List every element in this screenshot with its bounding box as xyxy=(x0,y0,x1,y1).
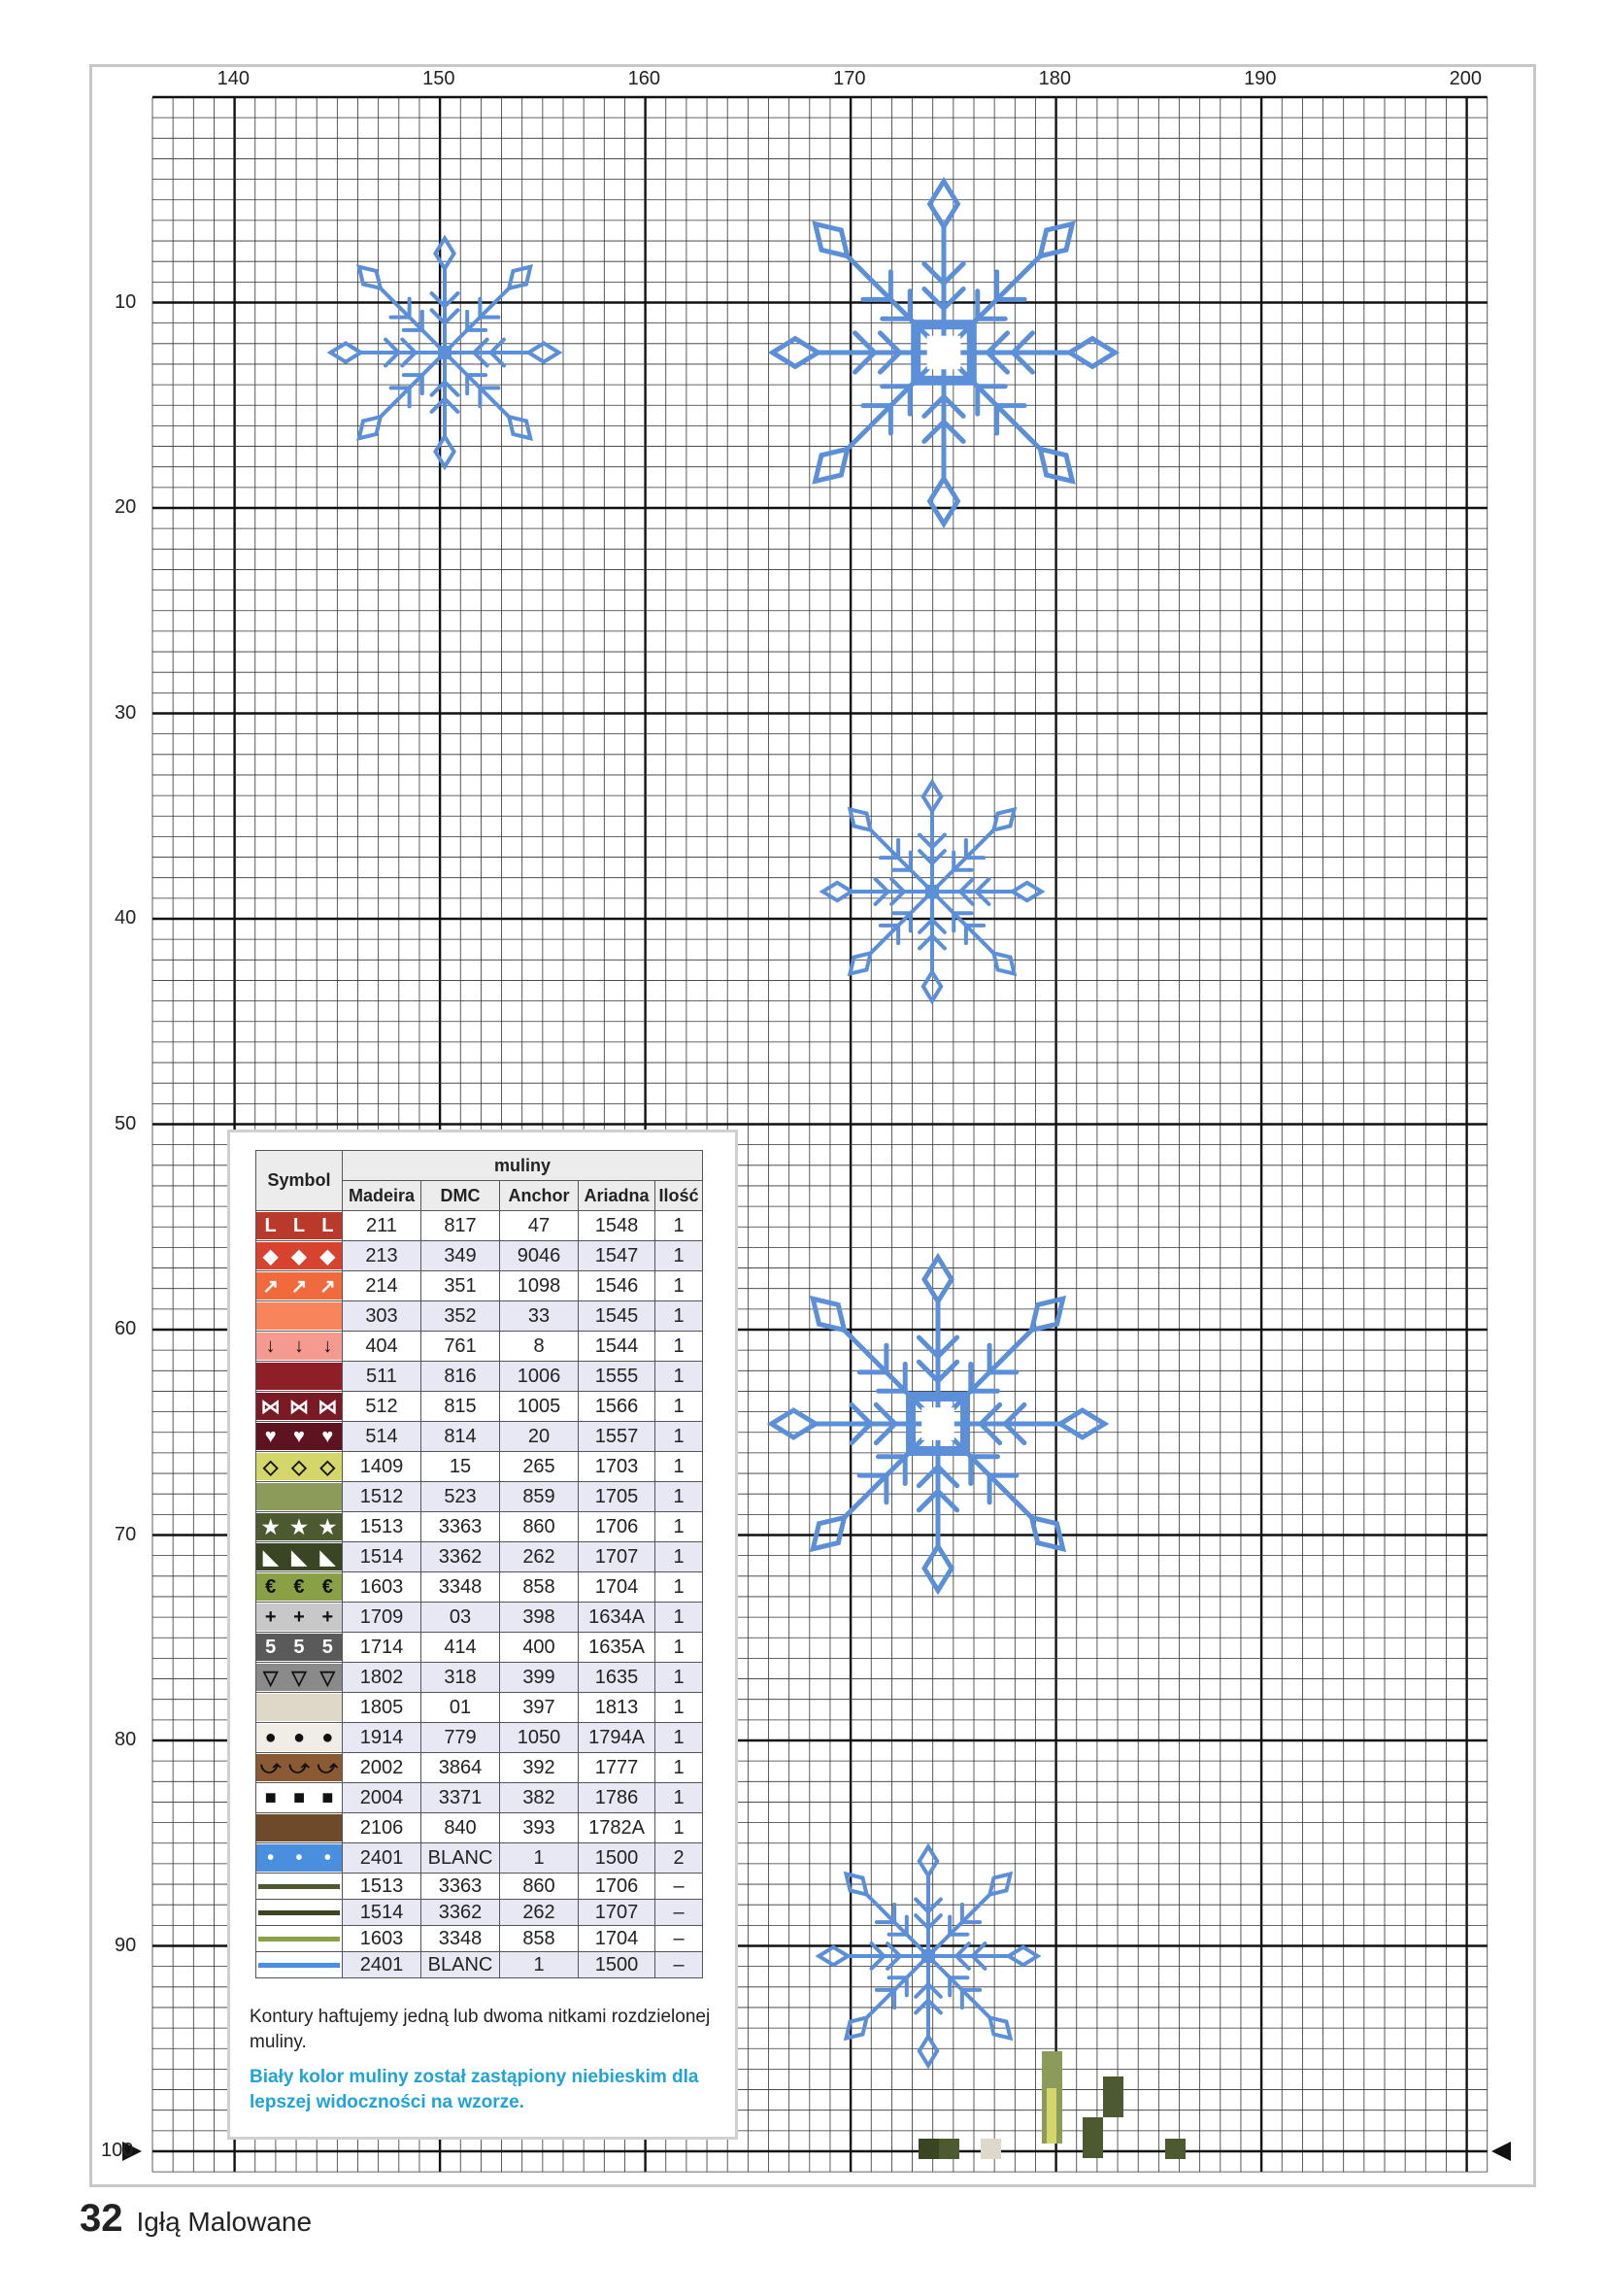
thread-code-cell: 1707 xyxy=(579,1542,655,1572)
thread-group-header: muliny xyxy=(343,1151,703,1181)
thread-code-cell: 1704 xyxy=(579,1926,655,1952)
backstitch-line-swatch xyxy=(256,1900,343,1926)
thread-code-cell: 1 xyxy=(655,1633,703,1663)
row-label: 100 xyxy=(101,2140,134,2161)
thread-code-cell: 1706 xyxy=(579,1512,655,1542)
thread-code-cell: 860 xyxy=(500,1874,579,1900)
thread-code-cell: 1703 xyxy=(579,1452,655,1482)
thread-code-cell: 1705 xyxy=(579,1482,655,1512)
thread-code-cell: 1 xyxy=(655,1482,703,1512)
thread-code-cell: 1 xyxy=(655,1452,703,1482)
row-label: 90 xyxy=(115,1934,137,1956)
thread-code-cell: BLANC xyxy=(421,1952,500,1978)
thread-code-cell: 1782A xyxy=(579,1813,655,1843)
thread-color-table xyxy=(255,1150,703,1978)
symbol-swatch: • • • xyxy=(256,1843,343,1874)
row-label: 40 xyxy=(115,907,137,929)
thread-code-cell: 3363 xyxy=(421,1874,500,1900)
thread-code-cell: 399 xyxy=(500,1663,579,1693)
symbol-swatch: ⋈ ⋈ ⋈ xyxy=(256,1392,343,1422)
thread-code-cell: 382 xyxy=(500,1783,579,1813)
thread-code-cell: 3362 xyxy=(421,1542,500,1572)
legend-line-row xyxy=(256,1926,703,1952)
thread-code-cell: 779 xyxy=(421,1723,500,1753)
column-header: DMC xyxy=(421,1181,500,1211)
backstitch-line-swatch xyxy=(256,1926,343,1952)
column-label: 140 xyxy=(217,68,250,89)
thread-code-cell: 1 xyxy=(655,1332,703,1362)
thread-code-cell: 1 xyxy=(655,1603,703,1633)
symbol-swatch: ⤻ ⤻ ⤻ xyxy=(256,1753,343,1783)
thread-code-cell: 1 xyxy=(655,1542,703,1572)
page-number: 32 xyxy=(80,2197,123,2240)
thread-code-cell: 1548 xyxy=(579,1211,655,1241)
thread-code-cell: 1709 xyxy=(343,1603,421,1633)
thread-code-cell: 860 xyxy=(500,1512,579,1542)
thread-code-cell: 20 xyxy=(500,1422,579,1452)
thread-code-cell: 858 xyxy=(500,1572,579,1603)
thread-code-cell: 1 xyxy=(500,1952,579,1978)
thread-code-cell: 1 xyxy=(655,1422,703,1452)
color-substitution-note: Biały kolor muliny został zastąpiony niebieskim dla lepszej widoczności na wzorze. xyxy=(250,2067,699,2112)
thread-code-cell: 15 xyxy=(421,1452,500,1482)
thread-code-cell: 1 xyxy=(655,1271,703,1301)
thread-code-cell: 318 xyxy=(421,1663,500,1693)
column-header: Ilość xyxy=(655,1181,703,1211)
thread-code-cell: 2401 xyxy=(343,1843,421,1874)
symbol-swatch: ■ ■ ■ xyxy=(256,1783,343,1813)
thread-code-cell: 1513 xyxy=(343,1512,421,1542)
thread-code-cell: 3348 xyxy=(421,1926,500,1952)
thread-code-cell: 1512 xyxy=(343,1482,421,1512)
thread-code-cell: 512 xyxy=(343,1392,421,1422)
snowflake-motif xyxy=(330,238,558,466)
symbol-swatch: ◆ ◆ ◆ xyxy=(256,1241,343,1271)
thread-code-cell: 511 xyxy=(343,1362,421,1392)
legend-row xyxy=(256,1422,703,1452)
legend-line-row xyxy=(256,1874,703,1900)
thread-code-cell: 404 xyxy=(343,1332,421,1362)
symbol-swatch: ♥ ♥ ♥ xyxy=(256,1422,343,1452)
thread-code-cell: 1500 xyxy=(579,1952,655,1978)
thread-code-cell: 1 xyxy=(655,1753,703,1783)
thread-code-cell: 1555 xyxy=(579,1362,655,1392)
thread-code-cell: – xyxy=(655,1900,703,1926)
row-label: 30 xyxy=(115,701,137,724)
legend-row xyxy=(256,1512,703,1542)
thread-code-cell: 1802 xyxy=(343,1663,421,1693)
legend-row xyxy=(256,1723,703,1753)
symbol-swatch: ● ● ● xyxy=(256,1723,343,1753)
legend-row xyxy=(256,1753,703,1783)
row-label: 10 xyxy=(115,290,137,313)
thread-code-cell: 397 xyxy=(500,1693,579,1723)
legend-line-row xyxy=(256,1900,703,1926)
stitch-cell xyxy=(939,2139,959,2159)
thread-code-cell: 1544 xyxy=(579,1332,655,1362)
column-label: 170 xyxy=(833,68,866,89)
snowflake-motif xyxy=(772,1258,1105,1591)
thread-code-cell: 265 xyxy=(500,1452,579,1482)
thread-code-cell: 1409 xyxy=(343,1452,421,1482)
legend-line-row xyxy=(256,1952,703,1978)
symbol-swatch xyxy=(256,1693,343,1723)
outline-stitch-note: Kontury haftujemy jedną lub dwoma nitkami rozdzielonej muliny. xyxy=(250,2007,711,2052)
thread-code-cell: 1634A xyxy=(579,1603,655,1633)
symbol-swatch: ↓ ↓ ↓ xyxy=(256,1332,343,1362)
thread-code-cell: 03 xyxy=(421,1603,500,1633)
legend-row xyxy=(256,1362,703,1392)
thread-code-cell: 47 xyxy=(500,1211,579,1241)
symbol-header: Symbol xyxy=(256,1151,343,1211)
thread-code-cell: 1 xyxy=(655,1813,703,1843)
symbol-swatch xyxy=(256,1482,343,1512)
page-footer xyxy=(80,2197,312,2241)
thread-code-cell: 2 xyxy=(655,1843,703,1874)
symbol-swatch: € € € xyxy=(256,1572,343,1603)
column-header: Ariadna xyxy=(579,1181,655,1211)
stitch-cell xyxy=(981,2139,1001,2159)
thread-code-cell: 858 xyxy=(500,1926,579,1952)
column-label: 180 xyxy=(1038,68,1071,89)
thread-code-cell: – xyxy=(655,1926,703,1952)
snowflake-motif xyxy=(822,782,1041,1000)
stitch-cell xyxy=(1083,2117,1103,2158)
thread-code-cell: 1514 xyxy=(343,1542,421,1572)
thread-code-cell: 761 xyxy=(421,1332,500,1362)
thread-code-cell: 1005 xyxy=(500,1392,579,1422)
thread-code-cell: 392 xyxy=(500,1753,579,1783)
legend-row xyxy=(256,1392,703,1422)
row-label: 20 xyxy=(115,496,137,518)
thread-code-cell: 1603 xyxy=(343,1926,421,1952)
backstitch-line-swatch xyxy=(256,1952,343,1978)
color-key-legend xyxy=(227,1130,738,2140)
row-label: 70 xyxy=(115,1523,137,1545)
column-header: Madeira xyxy=(343,1181,421,1211)
legend-row xyxy=(256,1783,703,1813)
thread-code-cell: 1098 xyxy=(500,1271,579,1301)
legend-row xyxy=(256,1241,703,1271)
thread-code-cell: 817 xyxy=(421,1211,500,1241)
symbol-swatch xyxy=(256,1301,343,1332)
thread-code-cell: 514 xyxy=(343,1422,421,1452)
thread-code-cell: 349 xyxy=(421,1241,500,1271)
magazine-name: Igłą Malowane xyxy=(136,2207,313,2237)
thread-code-cell: 1704 xyxy=(579,1572,655,1603)
thread-code-cell: 1 xyxy=(655,1301,703,1332)
thread-code-cell: 3362 xyxy=(421,1900,500,1926)
legend-row xyxy=(256,1572,703,1603)
snowflake-motif xyxy=(773,182,1116,524)
thread-code-cell: 1714 xyxy=(343,1633,421,1663)
thread-code-cell: 814 xyxy=(421,1422,500,1452)
legend-row xyxy=(256,1633,703,1663)
symbol-swatch: + + + xyxy=(256,1603,343,1633)
thread-code-cell: 816 xyxy=(421,1362,500,1392)
thread-code-cell: 1 xyxy=(655,1362,703,1392)
row-label: 60 xyxy=(115,1318,137,1339)
thread-code-cell: – xyxy=(655,1952,703,1978)
thread-code-cell: 1547 xyxy=(579,1241,655,1271)
symbol-swatch: 5 5 5 xyxy=(256,1633,343,1663)
thread-code-cell: 1 xyxy=(655,1392,703,1422)
thread-code-cell: 213 xyxy=(343,1241,421,1271)
legend-row xyxy=(256,1603,703,1633)
legend-row xyxy=(256,1482,703,1512)
thread-code-cell: 414 xyxy=(421,1633,500,1663)
legend-row xyxy=(256,1663,703,1693)
thread-code-cell: 815 xyxy=(421,1392,500,1422)
thread-code-cell: 01 xyxy=(421,1693,500,1723)
thread-code-cell: 352 xyxy=(421,1301,500,1332)
thread-code-cell: 214 xyxy=(343,1271,421,1301)
thread-code-cell: 1050 xyxy=(500,1723,579,1753)
row-label: 80 xyxy=(115,1729,137,1750)
thread-code-cell: 859 xyxy=(500,1482,579,1512)
thread-code-cell: 1635A xyxy=(579,1633,655,1663)
thread-code-cell: 1 xyxy=(655,1572,703,1603)
legend-row xyxy=(256,1542,703,1572)
thread-code-cell: 1706 xyxy=(579,1874,655,1900)
center-arrow-right-icon xyxy=(1491,2142,1511,2161)
legend-row xyxy=(256,1271,703,1301)
backstitch-line-swatch xyxy=(256,1874,343,1900)
symbol-swatch: ◇ ◇ ◇ xyxy=(256,1452,343,1482)
thread-code-cell: 2401 xyxy=(343,1952,421,1978)
symbol-swatch: ◣ ◣ ◣ xyxy=(256,1542,343,1572)
symbol-swatch: L L L xyxy=(256,1211,343,1241)
column-label: 160 xyxy=(627,68,660,89)
thread-code-cell: 262 xyxy=(500,1542,579,1572)
stitch-cell xyxy=(1047,2088,1056,2144)
legend-row xyxy=(256,1211,703,1241)
thread-code-cell: 9046 xyxy=(500,1241,579,1271)
thread-code-cell: 1 xyxy=(655,1512,703,1542)
thread-code-cell: 1 xyxy=(655,1211,703,1241)
thread-code-cell: 211 xyxy=(343,1211,421,1241)
symbol-swatch: ↗ ↗ ↗ xyxy=(256,1271,343,1301)
thread-code-cell: 33 xyxy=(500,1301,579,1332)
thread-code-cell: 351 xyxy=(421,1271,500,1301)
thread-code-cell: 1 xyxy=(500,1843,579,1874)
thread-code-cell: 1786 xyxy=(579,1783,655,1813)
column-label: 190 xyxy=(1244,68,1277,89)
thread-code-cell: 262 xyxy=(500,1900,579,1926)
column-label: 150 xyxy=(422,68,455,89)
thread-code-cell: 1546 xyxy=(579,1271,655,1301)
thread-code-cell: 1566 xyxy=(579,1392,655,1422)
thread-code-cell: 1707 xyxy=(579,1900,655,1926)
legend-row xyxy=(256,1332,703,1362)
symbol-swatch: ★ ★ ★ xyxy=(256,1512,343,1542)
thread-code-cell: 8 xyxy=(500,1332,579,1362)
stitch-cell xyxy=(1103,2077,1123,2117)
symbol-swatch xyxy=(256,1813,343,1843)
legend-row xyxy=(256,1843,703,1874)
thread-code-cell: 1 xyxy=(655,1693,703,1723)
legend-row xyxy=(256,1301,703,1332)
thread-code-cell: 2004 xyxy=(343,1783,421,1813)
symbol-swatch xyxy=(256,1362,343,1392)
thread-code-cell: 1794A xyxy=(579,1723,655,1753)
thread-code-cell: BLANC xyxy=(421,1843,500,1874)
thread-code-cell: 1 xyxy=(655,1783,703,1813)
thread-code-cell: 1006 xyxy=(500,1362,579,1392)
thread-code-cell: 1513 xyxy=(343,1874,421,1900)
thread-code-cell: 1557 xyxy=(579,1422,655,1452)
symbol-swatch: ▽ ▽ ▽ xyxy=(256,1663,343,1693)
legend-row xyxy=(256,1452,703,1482)
thread-code-cell: 1 xyxy=(655,1723,703,1753)
row-label: 50 xyxy=(115,1112,137,1134)
thread-code-cell: 400 xyxy=(500,1633,579,1663)
thread-code-cell: 1777 xyxy=(579,1753,655,1783)
legend-row xyxy=(256,1693,703,1723)
thread-code-cell: 393 xyxy=(500,1813,579,1843)
thread-code-cell: 1813 xyxy=(579,1693,655,1723)
thread-code-cell: 1545 xyxy=(579,1301,655,1332)
stitch-cell xyxy=(919,2139,939,2159)
legend-row xyxy=(256,1813,703,1843)
thread-code-cell: – xyxy=(655,1874,703,1900)
thread-code-cell: 3371 xyxy=(421,1783,500,1813)
thread-code-cell: 303 xyxy=(343,1301,421,1332)
thread-code-cell: 3363 xyxy=(421,1512,500,1542)
thread-code-cell: 1 xyxy=(655,1241,703,1271)
thread-code-cell: 1914 xyxy=(343,1723,421,1753)
thread-code-cell: 1514 xyxy=(343,1900,421,1926)
stitch-cell xyxy=(1165,2139,1186,2159)
thread-code-cell: 1 xyxy=(655,1663,703,1693)
thread-code-cell: 3864 xyxy=(421,1753,500,1783)
thread-code-cell: 840 xyxy=(421,1813,500,1843)
thread-code-cell: 1500 xyxy=(579,1843,655,1874)
thread-code-cell: 3348 xyxy=(421,1572,500,1603)
thread-code-cell: 398 xyxy=(500,1603,579,1633)
thread-code-cell: 2002 xyxy=(343,1753,421,1783)
column-header: Anchor xyxy=(500,1181,579,1211)
column-label: 200 xyxy=(1449,68,1482,89)
thread-code-cell: 2106 xyxy=(343,1813,421,1843)
thread-code-cell: 1635 xyxy=(579,1663,655,1693)
thread-code-cell: 1603 xyxy=(343,1572,421,1603)
thread-code-cell: 523 xyxy=(421,1482,500,1512)
thread-code-cell: 1805 xyxy=(343,1693,421,1723)
